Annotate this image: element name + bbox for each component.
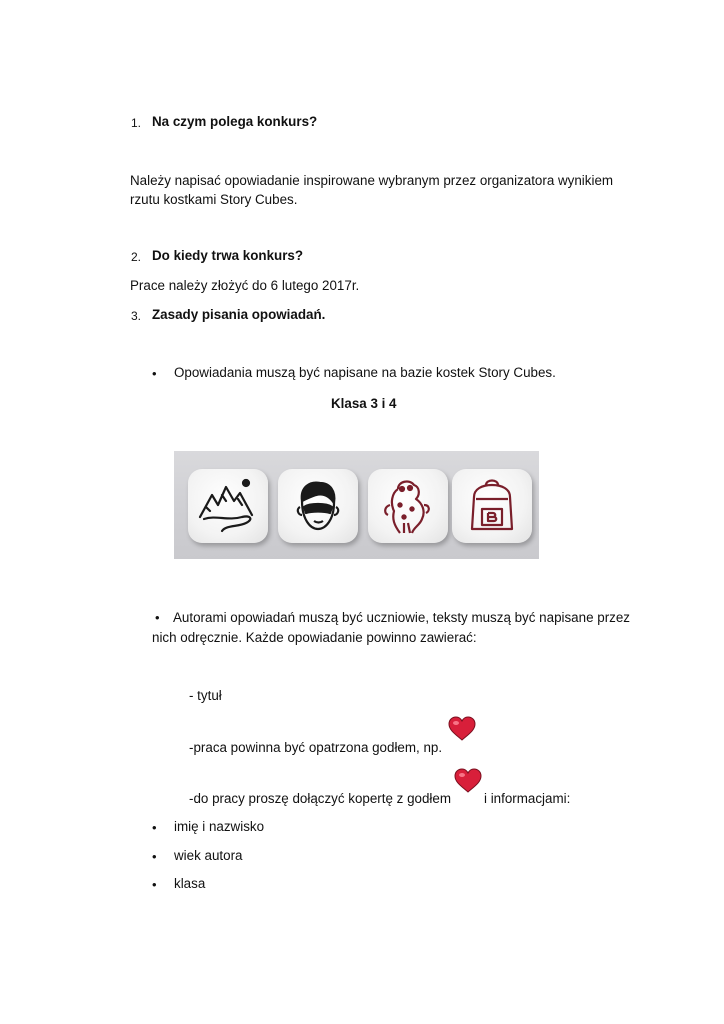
section-heading-3: Zasady pisania opowiadań. <box>152 307 326 322</box>
backpack-icon <box>460 475 524 537</box>
section-heading-2: Do kiedy trwa konkurs? <box>152 248 304 263</box>
bullet-stories-text: Opowiadania muszą być napisane na bazie kostek Story Cubes. <box>174 365 556 380</box>
bullet-marker: • <box>152 877 157 892</box>
mountains-icon <box>196 475 260 537</box>
masked-boy-icon <box>286 475 350 537</box>
bullet-authors-line1: Autorami opowiadań muszą być uczniowie, teksty muszą być napisane przez <box>173 610 630 625</box>
die-masked-boy <box>278 469 358 543</box>
bullet-marker: • <box>152 849 157 864</box>
die-backpack <box>452 469 532 543</box>
heart-icon <box>453 768 483 794</box>
section1-body-line2: rzutu kostkami Story Cubes. <box>130 192 298 207</box>
requirement-title: - tytuł <box>189 688 222 703</box>
section1-body-line1: Należy napisać opowiadanie inspirowane wybranym przez organizatora wynikiem <box>130 173 614 188</box>
info-item: klasa <box>174 876 206 891</box>
bullet-marker: • <box>152 820 157 835</box>
bullet-marker-authors: • <box>155 610 160 625</box>
info-item: wiek autora <box>174 848 243 863</box>
section-heading-1: Na czym polega konkurs? <box>152 114 318 129</box>
bullet-authors-line2: nich odręcznie. Każde opowiadanie powinno zawierać: <box>152 630 477 645</box>
requirement-envelope-before: -do pracy proszę dołączyć kopertę z godłem <box>189 791 451 806</box>
die-mountains <box>188 469 268 543</box>
section2-body: Prace należy złożyć do 6 lutego 2017r. <box>130 278 360 293</box>
requirement-motto: -praca powinna być opatrzona godłem, np. <box>189 740 443 755</box>
section-number-1: 1. <box>131 116 142 130</box>
section-number-2: 2. <box>131 250 142 264</box>
heart-icon <box>447 716 477 742</box>
die-monster <box>368 469 448 543</box>
story-cubes-photo <box>174 451 539 559</box>
bullet-marker: • <box>152 366 157 381</box>
class-heading: Klasa 3 i 4 <box>331 396 397 411</box>
section-number-3: 3. <box>131 309 142 323</box>
requirement-envelope-after: i informacjami: <box>484 791 571 806</box>
info-item: imię i nazwisko <box>174 819 265 834</box>
monster-icon <box>376 475 440 537</box>
